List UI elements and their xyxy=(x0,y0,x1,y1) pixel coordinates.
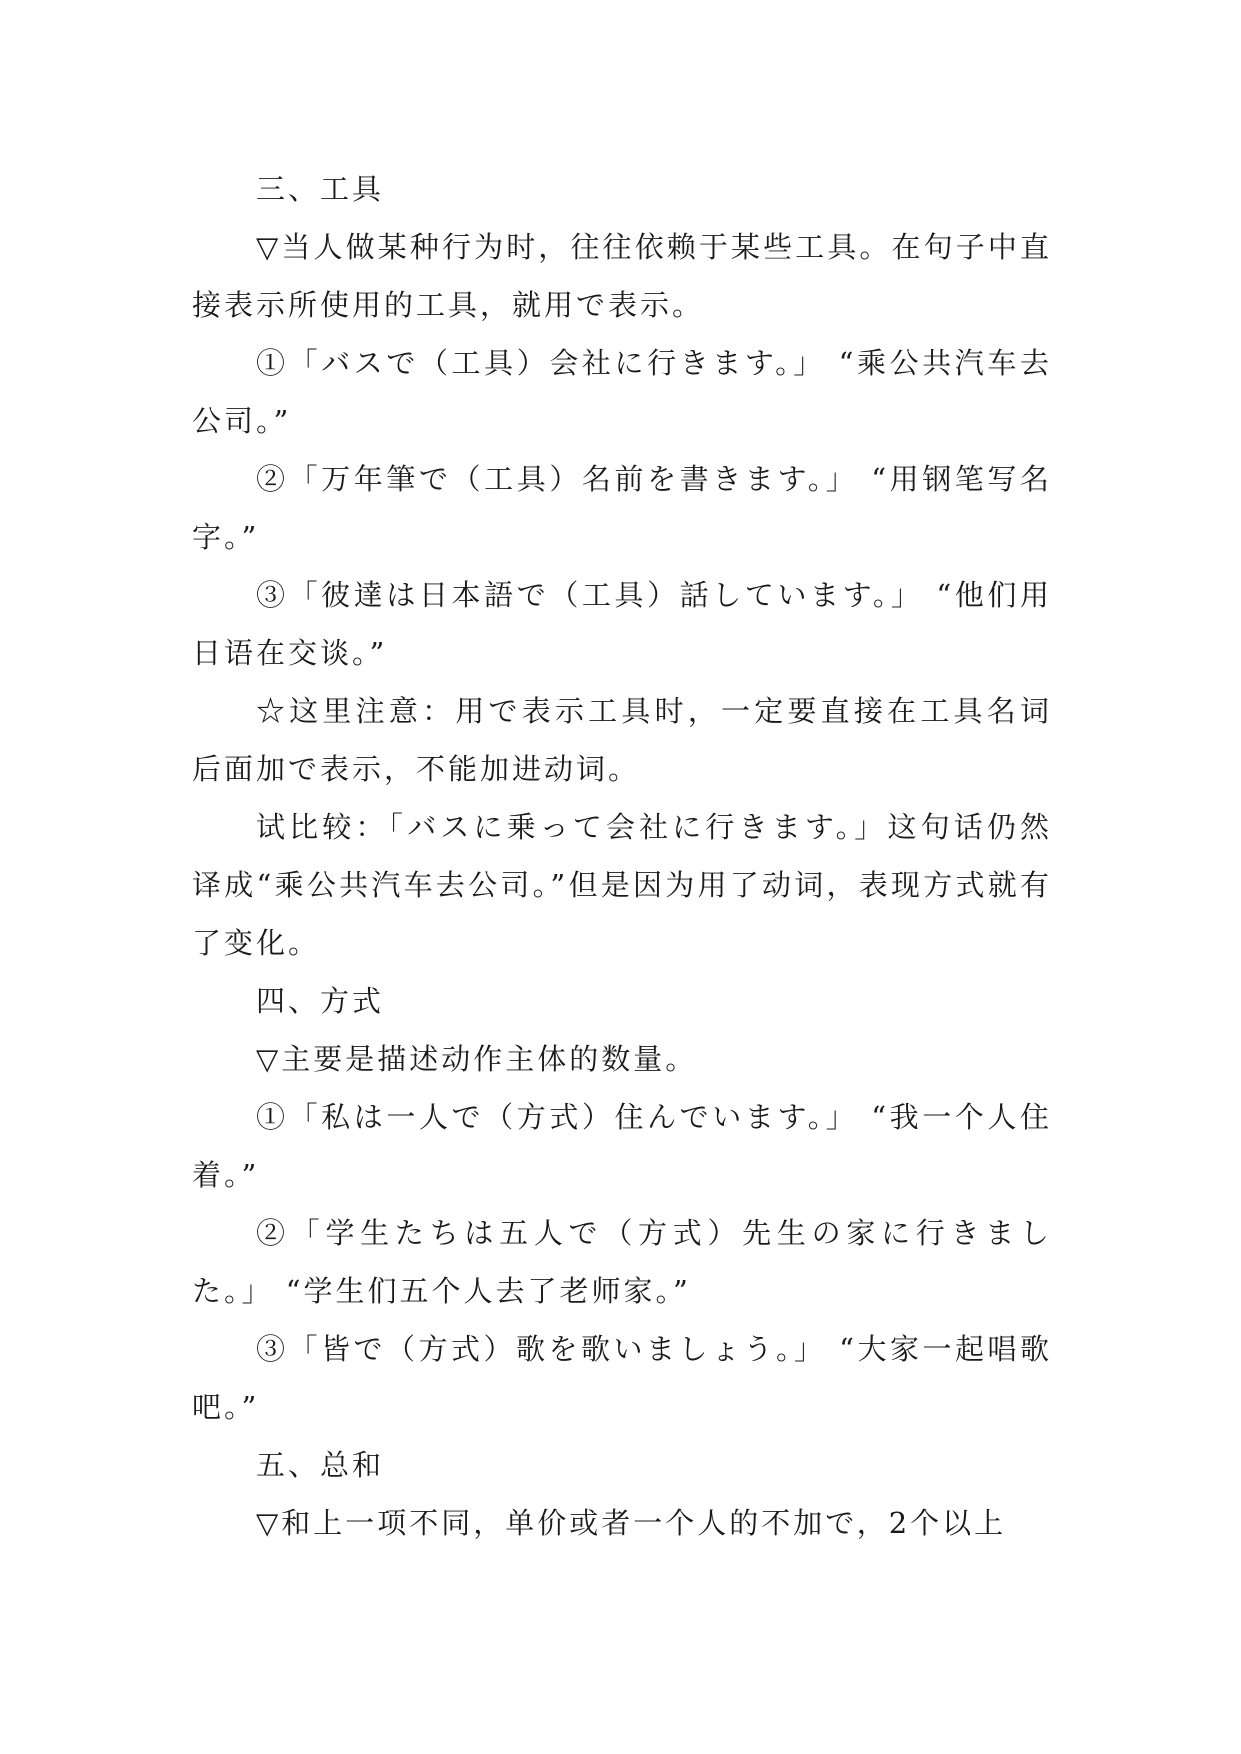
section-heading-manner: 四、方式 xyxy=(256,984,385,1018)
example-manner-3: ③「皆で（方式）歌を歌いましょう。」 “大家一起唱歌吧。” xyxy=(192,1332,1052,1424)
section-heading-total: 五、总和 xyxy=(256,1448,385,1482)
document-body xyxy=(192,160,1052,1552)
example-manner-2: ②「学生たちは五人で（方式）先生の家に行きました。」 “学生们五个人去了老师家。” xyxy=(192,1216,1052,1308)
paragraph-total-explanation: ▽和上一项不同，单价或者一个人的不加で，2个以上 xyxy=(256,1506,1007,1540)
example-manner-1: ①「私は一人で（方式）住んでいます。」 “我一个人住着。” xyxy=(192,1100,1052,1192)
paragraph-tools-explanation: ▽当人做某种行为时，往往依赖于某些工具。在句子中直接表示所使用的工具，就用で表示。 xyxy=(192,230,1052,322)
comparison-tools: 试比较：「バスに乗って会社に行きます。」这句话仍然译成“乘公共汽车去公司。”但是因为用了动词，表现方式就有了变化。 xyxy=(192,810,1052,960)
note-tools: ☆这里注意：用で表示工具时，一定要直接在工具名词后面加で表示，不能加进动词。 xyxy=(192,694,1052,786)
example-tools-3: ③「彼達は日本語で（工具）話しています。」 “他们用日语在交谈。” xyxy=(192,578,1052,670)
section-heading-tools: 三、工具 xyxy=(256,172,385,206)
example-tools-2: ②「万年筆で（工具）名前を書きます。」 “用钢笔写名字。” xyxy=(192,462,1052,554)
paragraph-manner-explanation: ▽主要是描述动作主体的数量。 xyxy=(256,1042,698,1076)
example-tools-1: ①「バスで（工具）会社に行きます。」 “乘公共汽车去公司。” xyxy=(192,346,1052,438)
